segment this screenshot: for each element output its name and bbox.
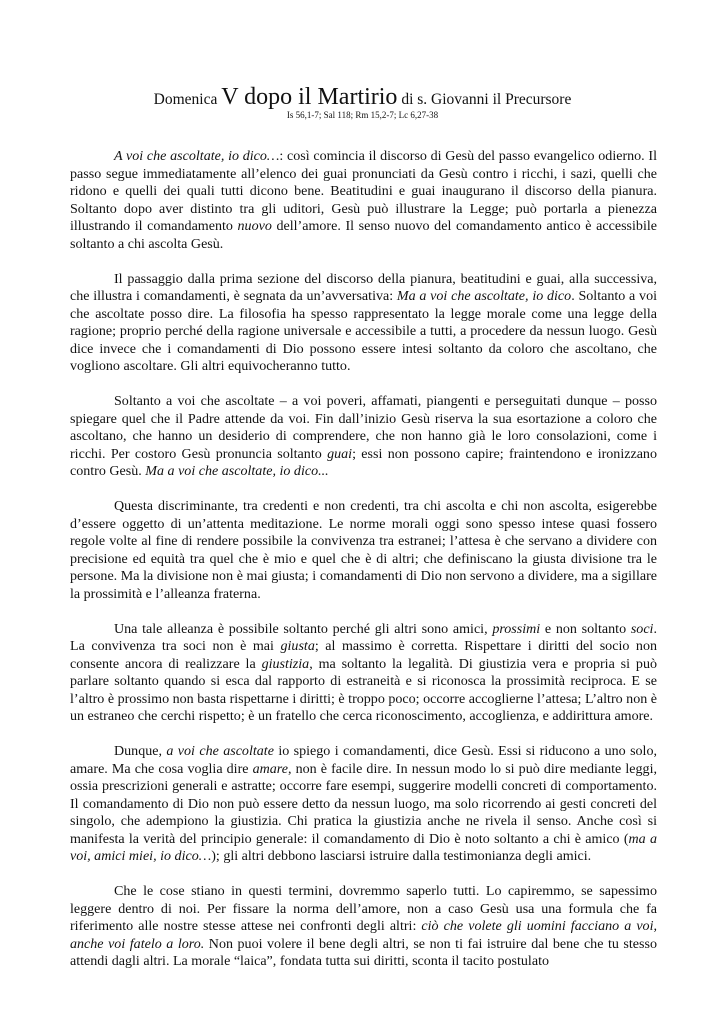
paragraph-text: io spiego i comandamenti, dice Gesù. Essi si riducono a uno solo, amare. Ma che cosa voglia dire [70, 743, 657, 777]
paragraph-text: Questa discriminante, tra credenti e non credenti, tra chi ascolta e chi non ascolta, esigerebbe d’essere oggetto di un’attenta meditazione. Le norme morali oggi sono spesso intese quasi fossero regole volte al fine di rendere possibile la convivenza tra estranei; l’attesa è che servano a dividere con precisione ed equità tra quel che è mio e quel che è di altri; che definiscano la giusta divisione tra le persone. Ma la divisione non è mai giusta; i comandamenti di Dio non servono a dividere, ma a sigillare la prossimità e l’alleanza fraterna. [70, 498, 657, 602]
paragraph-text: . La convivenza tra soci non è mai [70, 620, 657, 654]
italic-text: guai [327, 445, 353, 462]
italic-text: Ma a voi che ascoltate, io dico... [145, 463, 329, 479]
paragraph [70, 883, 657, 971]
paragraph-text: , ma soltanto la legalità. Di giustizia vera e propria si può parlare soltanto quando si esca dal rapporto di estraneità e si riconosca la prossimità reciproca. E se l’altro è prossimo non basta rispettarne i diritti; è troppo poco; occorre accoglierne l’attesa; L’altro non è un estraneo che cerchi rispetto; è un fratello che cerca riconoscimento, accoglienza, e addirittura amore. [70, 655, 657, 724]
title-prefix: Domenica [153, 91, 222, 108]
italic-text: ma a voi, amici miei, io dico… [70, 830, 657, 864]
italic-text: prossimi [492, 620, 541, 637]
italic-text: giusta [280, 638, 315, 654]
paragraph-text: e non soltanto [540, 620, 631, 637]
scripture-references: Is 56,1-7; Sal 118; Rm 15,2-7; Lc 6,27-38 [286, 110, 439, 120]
title-suffix: di s. Giovanni il Precursore [397, 91, 572, 108]
paragraph-text: ; essi non possono capire; fraintendono e ironizzano contro Gesù. [70, 445, 657, 479]
paragraph [70, 393, 657, 481]
italic-text: a voi che ascoltate [166, 743, 274, 759]
paragraph [70, 271, 657, 376]
paragraph-text: Soltanto a voi che ascoltate – a voi poveri, affamati, piangenti e perseguitati dunque – posso spiegare quel che il Padre attende da voi. Fin dall’inizio Gesù riserva la sua esortazione a coloro che ascoltano, che hanno un desiderio di comprendere, che non hanno già le loro consolazioni, come i ricchi. Per costoro Gesù pronuncia soltanto [70, 393, 657, 462]
paragraph [70, 621, 657, 726]
paragraph-text: Che le cose stiano in questi termini, dovremmo saperlo tutti. Lo capiremmo, se sapessimo leggere dentro di noi. Per fissare la norma dell’amore, non a caso Gesù usa una formula che fa riferimento alle nostre stesse attese nei confronti degli altri: [70, 883, 657, 934]
italic-text: ciò che volete gli uomini facciano a voi, anche voi fatelo a loro. [70, 918, 657, 952]
paragraph-text: , non è facile dire. In nessun modo lo si può dire mediante leggi, ossia prescrizioni generali e astratte; occorre fare esempi, suggerire modelli concreti di comportamento. Il comandamento di Dio non può essere detto da nessun luogo, ma solo ricorrendo ai gesti concreti del singolo, che adempiono la giustizia. Chi pratica la giustizia anche ne rivela il senso. Anche così si manifesta la verità del principio generale: il comandamento di Dio è noto soltanto a chi è amico ( [70, 760, 657, 847]
italic-text: amare [252, 760, 288, 777]
document-body [70, 148, 657, 988]
paragraph [70, 148, 657, 253]
paragraph-text: . Soltanto a voi che ascoltate posso dire. La filosofia ha spesso rappresentato la legge morale come una legge della ragione; proprio perché della ragione universale e accessibile a tutti, a procedere da nessun luogo. Gesù dice invece che i comandamenti di Dio possono essere intesi soltanto da coloro che ascoltano, che vogliono ascoltare. Gli altri equivocheranno tutto. [70, 288, 658, 374]
italic-text: soci [630, 620, 654, 637]
paragraph-text: ); gli altri debbono lasciarsi istruire dalla testimonianza degli amici. [211, 848, 592, 864]
paragraph [70, 498, 657, 603]
paragraph-text: Una tale alleanza è possibile soltanto perché gli altri sono amici, [114, 620, 493, 637]
italic-text: giustizia [261, 655, 310, 672]
paragraph [70, 743, 657, 866]
paragraph-text: : così comincia il discorso di Gesù del passo evangelico odierno. Il passo segue immediatamente all’elenco dei guai pronunciati da Gesù contro i ricchi, i sazi, quelli che ridono e quelli dei quali tutti dicono bene. Beatitudini e guai inaugurano il discorso della pianura. Soltanto dopo aver distinto tra gli uditori, Gesù può illustrare la Legge; può portarla a pienezza illustrando il comandamento [70, 148, 657, 234]
paragraph-text: Il passaggio dalla prima sezione del discorso della pianura, beatitudini e guai, alla successiva, che illustra i comandamenti, è segnata da un’avversativa: [70, 270, 657, 304]
italic-text: A voi che ascoltate, io dico… [114, 148, 280, 164]
italic-text: nuovo [237, 218, 272, 234]
italic-text: Ma a voi che ascoltate, io dico [396, 288, 572, 304]
paragraph-text: dell’amore. Il senso nuovo del comandamento antico è accessibile soltanto a chi ascolta Gesù. [70, 218, 657, 252]
paragraph-text: ; al massimo è corretta. Rispettare i diritti del socio non consente ancora di realizzare la [70, 638, 657, 672]
paragraph-text: Dunque, [114, 743, 167, 759]
paragraph-text: Non puoi volere il bene degli altri, se non ti fai istruire dal bene che tu stesso attendi dagli altri. La morale “laica”, fondata tutta sui diritti, sconta il tacito postulato [70, 935, 657, 969]
title-main: V dopo il Martirio [221, 84, 398, 110]
